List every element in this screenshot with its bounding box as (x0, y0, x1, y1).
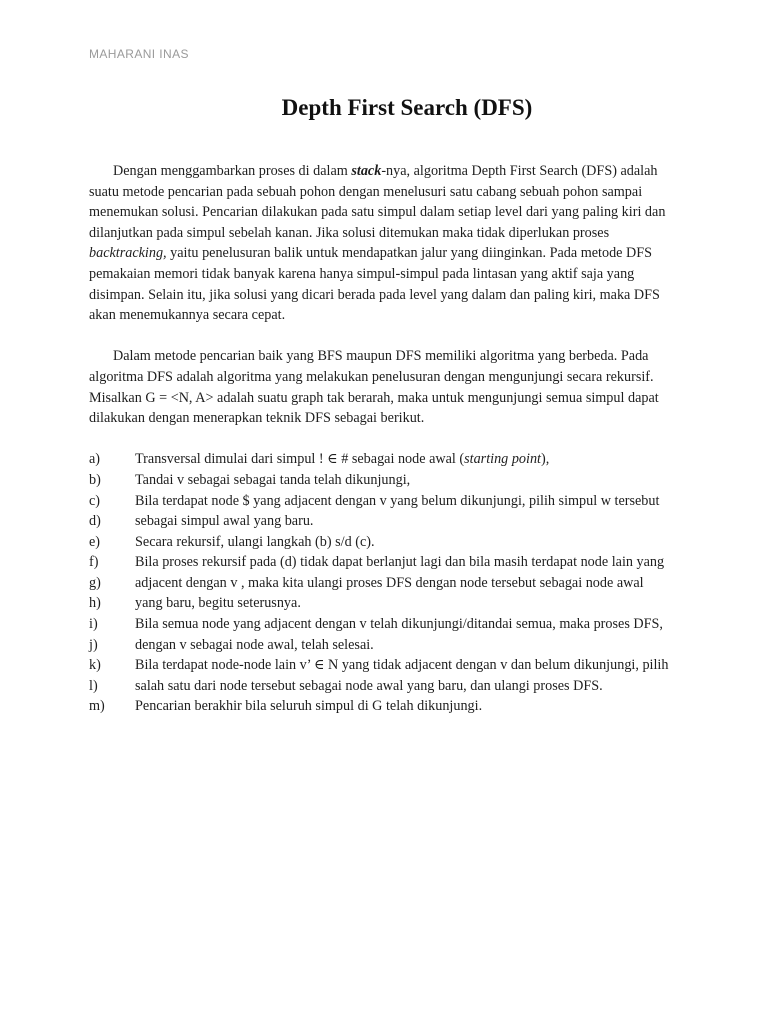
paragraph-intro (89, 161, 689, 326)
list-item (89, 635, 689, 656)
list-item (89, 614, 689, 635)
text-line: simpul dapat dilakukan dengan menerapkan teknik DFS sebagai berikut. (89, 389, 659, 427)
text-line: sampai menemukan solusi. Pencarian dilakukan pada satu simpul dalam setiap level dari yang (89, 183, 643, 221)
paragraph-algorithm (89, 346, 689, 428)
list-marker: m) (89, 698, 105, 715)
starting-point-term: starting point (464, 451, 541, 468)
list-item-text: Bila terdapat node $ yang adjacent dengan v yang belum dikunjungi, pilih simpul w tersebut (135, 492, 660, 509)
list-item-text (135, 449, 689, 470)
list-marker: a) (89, 451, 101, 468)
list-item-text: Pencarian berakhir bila seluruh simpul di G telah dikunjungi. (135, 698, 483, 715)
list-marker: l) (89, 677, 98, 694)
backtracking-term: backtracking, (89, 245, 167, 262)
list-marker: e) (89, 533, 101, 550)
list-item (89, 676, 689, 697)
text-line: adalah suatu metode pencarian pada sebuah pohon dengan menelusuri satu cabang sebuah pohon (89, 163, 658, 200)
list-item (89, 593, 689, 614)
stack-term: stack (351, 163, 382, 179)
text-line: pada lintasan yang aktif saja yang disimpan. Selain itu, jika solusi yang dicari berada pada level (89, 265, 635, 303)
list-item (89, 470, 689, 491)
header-author: MAHARANI INAS (89, 47, 189, 61)
list-item (89, 491, 689, 512)
list-item-text: Secara rekursif, ulangi langkah (b) s/d (c). (135, 533, 375, 550)
list-marker: d) (89, 513, 101, 530)
list-marker: i) (89, 616, 98, 633)
dfs-steps-list (89, 449, 689, 717)
list-item-text: salah satu dari node tersebut sebagai node awal yang baru, dan ulangi proses DFS. (135, 677, 603, 694)
list-item (89, 532, 689, 553)
list-marker: b) (89, 471, 101, 488)
text-line: diinginkan. Pada metode DFS pemakaian memori tidak banyak karena hanya simpul-simpul (89, 245, 653, 282)
list-item-text: sebagai simpul awal yang baru. (135, 513, 314, 530)
list-item (89, 573, 689, 594)
list-marker: c) (89, 492, 101, 509)
text-line: rekursif. Misalkan G = <N, A> adalah suatu graph tak berarah, maka untuk mengunjungi semua (89, 368, 654, 406)
list-marker: j) (89, 636, 98, 653)
list-item (89, 449, 689, 470)
list-item (89, 552, 689, 573)
list-item-text: yang baru, begitu seterusnya. (135, 595, 301, 612)
text-line: paling kiri dan dilanjutkan pada simpul sebelah kanan. Jika solusi ditemukan maka tidak (89, 204, 666, 241)
document-title: Depth First Search (DFS) (281, 95, 533, 120)
list-marker: f) (89, 554, 99, 571)
list-item-text: dengan v sebagai node awal, telah selesai. (135, 636, 374, 653)
list-item-text: adjacent dengan v , maka kita ulangi proses DFS dengan node tersebut sebagai node awal (135, 574, 644, 591)
list-item-text: Tandai v sebagai sebagai tanda telah dikunjungi, (135, 471, 411, 488)
list-marker: h) (89, 595, 101, 612)
list-item (89, 696, 689, 717)
list-item-text: Bila terdapat node-node lain v’ ∈ N yang tidak adjacent dengan v dan belum dikunjungi, pilih (135, 657, 669, 674)
text-span: yaitu penelusuran balik untuk mendapatkan jalur yang (166, 245, 479, 262)
list-item (89, 511, 689, 532)
text-span: diperlukan proses (508, 224, 610, 241)
text-span: Transversal dimulai dari simpul ! ∈ # sebagai node awal ( (135, 451, 465, 468)
text-line: Dalam metode pencarian baik yang BFS maupun DFS memiliki algoritma yang berbeda. (113, 348, 618, 365)
list-item-text: Bila semua node yang adjacent dengan v telah dikunjungi/ditandai semua, maka proses DFS, (135, 616, 663, 633)
text-span: -nya, algoritma Depth First Search (DFS) (381, 163, 617, 179)
text-span: ), (541, 451, 550, 468)
document-body (89, 161, 689, 717)
text-span: Dengan menggambarkan proses di dalam (113, 163, 352, 179)
list-marker: g) (89, 574, 101, 591)
list-item (89, 655, 689, 676)
list-item-text: Bila proses rekursif pada (d) tidak dapat berlanjut lagi dan bila masih terdapat node lain yang (135, 554, 665, 571)
text-line: yang dalam dan paling kiri, maka DFS akan menemukannya secara cepat. (89, 286, 660, 324)
list-marker: k) (89, 657, 101, 674)
text-line: Pada algoritma DFS adalah algoritma yang melakukan penelusuran dengan mengunjungi secara (89, 348, 649, 385)
